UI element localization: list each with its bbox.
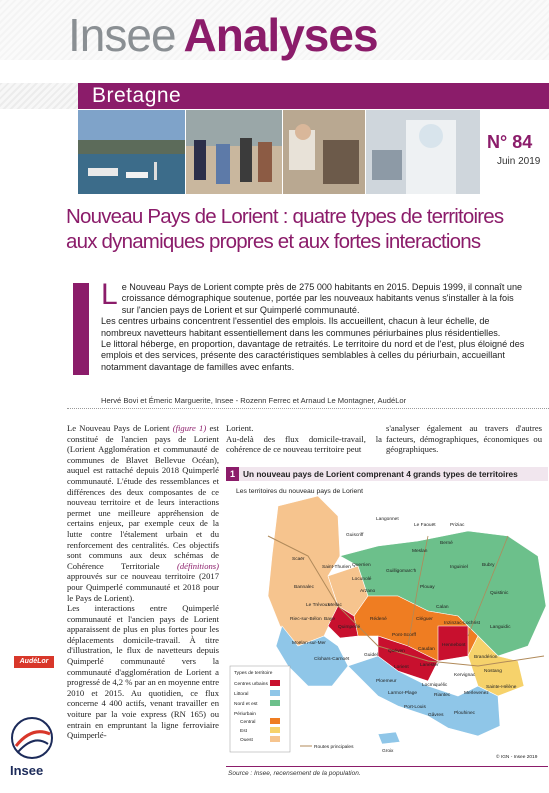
legend-central: Central xyxy=(240,720,256,725)
figure-divider xyxy=(226,766,548,767)
map-label-caudan: Caudan xyxy=(418,647,435,652)
map-copyright: © IGN - Insee 2019 xyxy=(496,755,538,760)
legend-ouest: Ouest xyxy=(240,738,253,743)
legend-est: Est xyxy=(240,729,247,734)
map-label-pont-scorff: Pont-Scorff xyxy=(392,633,416,638)
map-label-sainte-helene: Sainte-Hélène xyxy=(486,685,517,690)
legend-title: Types de territoire xyxy=(234,671,273,676)
map-label-moelan: Moëlan-sur-Mer xyxy=(292,641,326,646)
drop-cap: L xyxy=(101,278,118,311)
issue-number: N° 84 xyxy=(487,132,533,152)
region-label: Bretagne xyxy=(92,84,182,107)
body-text: approuvés sur ce nouveau territoire (2017 pour Quimperlé communauté et 2018 pour le Pays de Lorient). xyxy=(67,571,219,603)
legend-periurbain: Périurbain xyxy=(234,712,256,717)
map-label-plouay: Plouay xyxy=(420,585,435,590)
map-label-baye: Baye xyxy=(324,617,335,622)
map-label-kervignac: Kervignac xyxy=(454,673,476,678)
map-label-querrien: Querrien xyxy=(352,563,371,568)
map-label-languidic: Languidic xyxy=(490,625,511,630)
legend-centres: Centres urbains xyxy=(234,682,268,687)
map-label-larmor: Larmor-Plage xyxy=(388,691,418,696)
legend-road: Routes principales xyxy=(314,745,354,750)
map-label-lanester: Lanester xyxy=(420,663,439,668)
region-groix xyxy=(378,732,400,744)
map-label-inguiniel: Inguiniel xyxy=(450,565,468,570)
masthead-strip xyxy=(0,83,78,109)
authors-divider xyxy=(67,408,549,409)
body-text: Les interactions entre Quimperlé communauté et l'ancien pays de Lorient apparaissent de plus en plus fortes pour les déplacements domicile-travail. À titre d'illustration, le flux de navetteurs depuis Quimperlé communauté vers la communauté d'agglomération de Lorient a progressé de 4,2 % par an en moyenne entre 2010 et 2015. Au quotidien, ce flux concerne 4 400 actifs, venant travailler en voiture par la voie express (RN 165) ou entrain en empruntant la ligne ferroviaire Quimperlé- xyxy=(67,603,220,741)
issue-date: Juin 2019 xyxy=(497,156,541,167)
map-label-locunole: Locunolé xyxy=(352,577,372,582)
map-label-le-faouet: Le Faouët xyxy=(414,523,436,528)
legend-littoral: Littoral xyxy=(234,692,249,697)
figure-title: Un nouveau pays de Lorient comprenant 4 grands types de territoires xyxy=(243,469,518,479)
audelor-logo: AudéLor xyxy=(14,656,54,668)
map-label-queven: Quéven xyxy=(388,649,405,654)
body-column-2: Lorient. Au-delà des flux domicile-travail, la cohérence de ce nouveau territoire peut xyxy=(226,423,382,455)
map-label-branderion: Brandérion xyxy=(474,655,498,660)
photo-street-crowd xyxy=(186,110,282,194)
map-label-inzinzac: Inzinzac-Lochrist xyxy=(444,621,480,626)
lead-accent-bar xyxy=(73,283,89,375)
map-label-redene: Rédené xyxy=(370,617,387,622)
map-label-berne: Berné xyxy=(440,541,453,546)
lead-text-1: e Nouveau Pays de Lorient compte près de 275 000 habitants en 2015. Depuis 1999, il connaît une croissance démographique soutenue, portée par les nouveaux habitants venus s'installer à la fois sur l'ancien pays de Lorient et sur Quimperlé communauté. xyxy=(121,282,523,315)
map-label-merlevenez: Merlevenez xyxy=(464,691,489,696)
lead-paragraph-2: Les centres urbains concentrent l'essentiel des emplois. Ils accueillent, chacun à leur échelle, de nombreux navetteurs habitant essentiellement dans les communes périurbaines plus résidentielles. xyxy=(101,316,501,338)
figure-number: 1 xyxy=(226,467,239,481)
body-text: est constitué de l'ancien pays de Lorient (Lorient Agglomération et communauté de communes de Blavet Bellevue Océan), auquel est rattaché depuis 2018 Quimperlé communauté. L'étude des ressemblances et différences des deux composantes de ce nouveau territoire et de leurs interactions permet une meilleure appréhension de certains enjeux, par exemple ceux de la lutte contre l'étalement urbain et du renforcement des centralités. Ces objectifs sont communs aux deux schémas de Cohérence Territoriale xyxy=(67,423,219,571)
map-label-hennebont: Hennebont xyxy=(442,643,466,648)
definitions-link[interactable]: (définitions) xyxy=(176,560,219,571)
map-label-ploemeur: Ploemeur xyxy=(376,679,397,684)
map-label-saint-thurien: Saint-Thurien xyxy=(322,565,351,570)
map-label-port-louis: Port-Louis xyxy=(404,705,426,710)
map-label-plouhinec: Plouhinec xyxy=(454,711,476,716)
map-label-meslan: Meslan xyxy=(412,549,428,554)
lead-paragraph-1 xyxy=(101,278,526,316)
lead-paragraph-3: Le littoral héberge, en proportion, davantage de retraités. Le territoire du nord et de l'est, plus éloigné des emplois et des services, présente des caractéristiques semblables à celles du périurbain, accueillant notamment davantage de familles avec enfants. xyxy=(101,339,525,372)
photo-classroom xyxy=(283,110,365,194)
map-label-le-tremeur: Le Trévoux xyxy=(306,603,330,608)
brand-analyses: Analyses xyxy=(183,9,378,61)
map-label-guilligomarch: Guilligomarc'h xyxy=(386,569,417,574)
map-label-groix: Groix xyxy=(382,749,394,754)
map-label-locmiquelic: Locmiquélic xyxy=(422,683,448,688)
map-label-priziac: Priziac xyxy=(450,523,465,528)
map-label-guidel: Guidel xyxy=(364,653,378,658)
photo-laboratory xyxy=(366,110,480,194)
territory-map xyxy=(228,496,548,764)
map-label-riec: Riec-sur-Bélon xyxy=(290,617,322,622)
figure-link[interactable]: (figure 1) xyxy=(172,423,207,433)
map-label-cleguer: Cléguer xyxy=(416,617,433,622)
map-label-gavres: Gâvres xyxy=(428,713,444,718)
map-label-nostang: Nostang xyxy=(484,669,502,674)
map-label-calan: Calan xyxy=(436,605,449,610)
brand-insee: Insee xyxy=(68,9,176,61)
map-label-bubry: Bubry xyxy=(482,563,495,568)
figure-source: Source : Insee, recensement de la population. xyxy=(228,770,361,777)
map-label-quimperle: Quimperlé xyxy=(338,625,361,630)
map-label-langonnet: Langonnet xyxy=(376,517,399,522)
map-label-riantec: Riantec xyxy=(434,693,451,698)
map-label-scaer: Scaër xyxy=(292,557,305,562)
legend-nord-est: Nord et est xyxy=(234,702,258,707)
body-text: Le Nouveau Pays de Lorient xyxy=(67,423,173,433)
body-column-1 xyxy=(67,423,219,741)
authors-line: Hervé Bovi et Émeric Marguerite, Insee - Rozenn Ferrec et Arnaud Le Montagner, AudéLor xyxy=(101,396,407,405)
map-label-arzano: Arzano xyxy=(360,589,376,594)
lead-summary xyxy=(101,278,526,373)
map-label-guiscriff: Guiscriff xyxy=(346,533,364,538)
map-label-lorient: Lorient xyxy=(394,665,409,670)
publication-brand xyxy=(68,9,378,61)
body-column-3: s'analyser également au travers d'autres facteurs, démographiques, économiques ou géographiques. xyxy=(386,423,542,455)
insee-logo-text: Insee xyxy=(10,763,44,778)
figure-subtitle: Les territoires du nouveau pays de Lorient xyxy=(236,488,363,495)
map-label-bannalec: Bannalec xyxy=(294,585,315,590)
map-label-quistinic: Quistinic xyxy=(490,591,509,596)
page-title: Nouveau Pays de Lorient : quatre types de territoires aux dynamiques propres et aux fortes interactions xyxy=(66,205,504,253)
map-label-mellac: Mellac xyxy=(328,603,342,608)
map-label-clohars: Clohars-Carnoët xyxy=(314,657,350,662)
photo-harbour xyxy=(78,110,185,194)
